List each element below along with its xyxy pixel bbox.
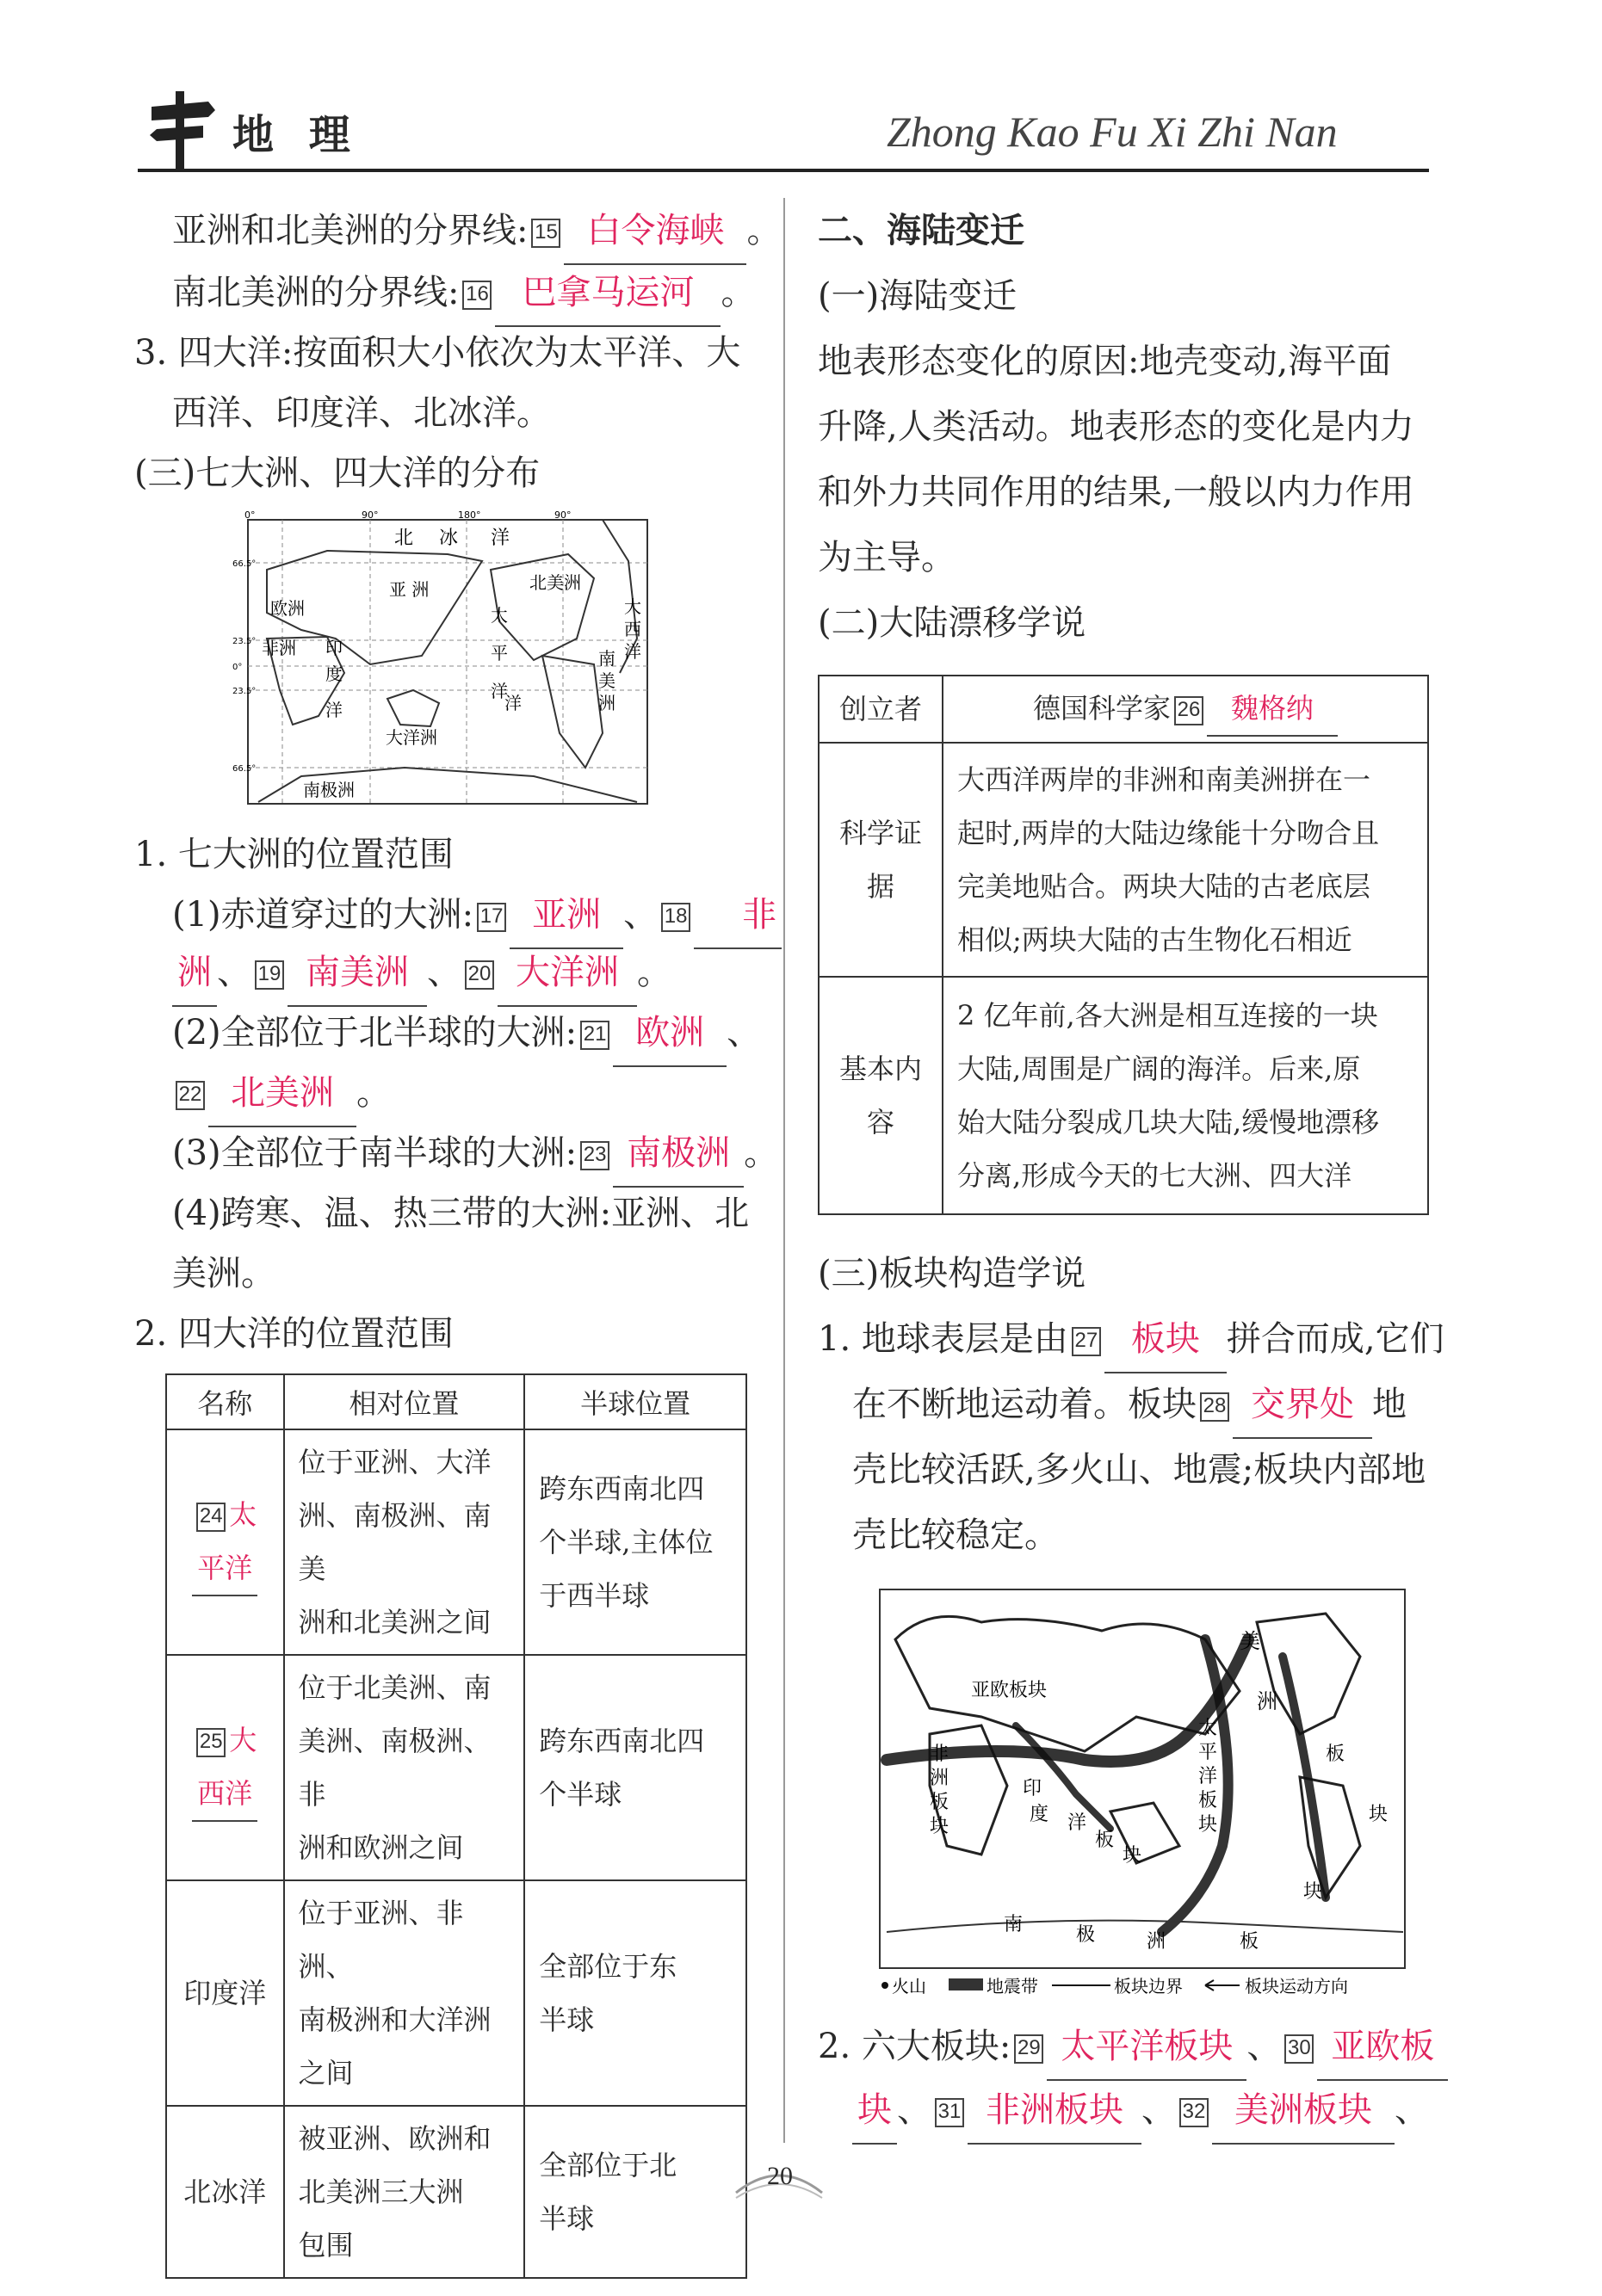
para1-line: 地表形态变化的原因:地壳变动,海平面 xyxy=(818,342,1392,381)
table-row xyxy=(819,743,1428,977)
plate-label: 洲 xyxy=(930,1768,949,1789)
table-row xyxy=(166,1655,746,1880)
plate-label: 度 xyxy=(1030,1804,1049,1825)
answer-32: 美洲板块 xyxy=(1212,2077,1395,2145)
plate-label: 太 xyxy=(1198,1718,1218,1739)
answer-15: 白令海峡 xyxy=(564,198,746,265)
cell-line: 个半球 xyxy=(539,1778,622,1811)
series-title: Zhong Kao Fu Xi Zhi Nan xyxy=(887,108,1338,156)
para1-line: 为主导。 xyxy=(818,538,956,577)
blank-number-22: 22 xyxy=(176,1081,205,1110)
plate-p1-line4: 壳比较稳定。 xyxy=(852,1515,1059,1555)
volcano-legend-icon xyxy=(881,1982,888,1989)
cell-line: 北美洲三大洲 xyxy=(298,2176,464,2208)
cell-line: 位于亚洲、大洋 xyxy=(298,1446,492,1478)
blank-number-17: 17 xyxy=(477,903,506,932)
plate-label: 平 xyxy=(1198,1742,1218,1763)
q1-1-cont: 洲 、 19 南美洲 、 20 大洋洲 。 xyxy=(172,940,671,1007)
plate-label: 洲 xyxy=(1147,1931,1166,1953)
boundary-asia-na: 亚洲和北美洲的分界线: 15 白令海峡 。 xyxy=(172,198,781,265)
map-label: 平 xyxy=(491,643,508,663)
blank-number-32: 32 xyxy=(1179,2098,1209,2127)
cell-line: 洲、南极洲、南美 xyxy=(298,1499,492,1585)
blank-number-25: 25 xyxy=(196,1728,226,1757)
answer-21: 欧洲 xyxy=(613,1000,727,1067)
plate-label: 亚欧板块 xyxy=(971,1680,1048,1701)
cell-line: 分离,形成今天的七大洲、四大洋 xyxy=(957,1159,1352,1192)
hemisphere-cell xyxy=(524,1880,746,2106)
cell-line: 起时,两岸的大陆边缘能十分吻合且 xyxy=(957,817,1380,849)
map-label: 洋 xyxy=(624,641,641,662)
answer-18b: 洲 xyxy=(172,940,217,1007)
cell-line: 始大陆分裂成几块大陆,缓慢地漂移 xyxy=(957,1106,1380,1139)
text: 德国科学家 xyxy=(1032,692,1171,725)
map-label: 西 xyxy=(624,619,641,639)
name-cell: 北冰洋 xyxy=(166,2106,284,2278)
col-header: 半球位置 xyxy=(524,1374,746,1429)
legend-label: 板块边界 xyxy=(1114,1976,1183,1997)
map-tick: 0° xyxy=(244,509,256,521)
cell-line: 跨东西南北四 xyxy=(539,1725,705,1757)
map-label: 美 xyxy=(598,670,615,691)
map-lat: 23.5° xyxy=(232,687,257,696)
plate-label: 非 xyxy=(930,1744,949,1765)
blank-number-19: 19 xyxy=(255,960,284,990)
blank-number-26: 26 xyxy=(1174,696,1203,725)
answer-29: 太平洋板块 xyxy=(1047,2014,1246,2081)
hemisphere-cell xyxy=(524,1655,746,1880)
answer-30a: 亚欧板 xyxy=(1317,2014,1448,2081)
map-label: 洋 xyxy=(325,700,343,720)
plate-label: 板 xyxy=(1198,1790,1218,1811)
col-header: 名称 xyxy=(166,1374,284,1429)
plate-label: 块 xyxy=(1123,1845,1142,1867)
plate-label: 洋 xyxy=(1198,1766,1218,1787)
ocean-table xyxy=(165,1373,747,2279)
q1-2-cont: 22 北美洲 。 xyxy=(172,1060,391,1127)
plate-label: 美 xyxy=(1240,1629,1260,1653)
sub3-title: (三)板块构造学说 xyxy=(818,1254,1086,1293)
name-cell: 印度洋 xyxy=(166,1880,284,2106)
cell-line: 完美地贴合。两块大陆的古老底层 xyxy=(957,870,1371,903)
plate-label: 板 xyxy=(930,1792,949,1813)
text: (3)全部位于南半球的大洲: xyxy=(172,1133,578,1173)
relative-cell xyxy=(284,2106,525,2278)
plate-label: 块 xyxy=(1303,1881,1323,1903)
blank-number-29: 29 xyxy=(1014,2034,1043,2064)
content-cell xyxy=(943,977,1428,1214)
header-rule xyxy=(138,169,1429,172)
map-tick: 180° xyxy=(458,509,481,521)
answer-23: 南极洲 xyxy=(613,1120,744,1188)
blank-number-20: 20 xyxy=(465,960,494,990)
map-label: 洋 xyxy=(491,681,508,701)
answer-18a: 非 xyxy=(694,882,782,949)
signpost-logo-icon xyxy=(148,91,217,169)
table-row xyxy=(819,977,1428,1214)
q1-3: (3)全部位于南半球的大洲: 23 南极洲 。 xyxy=(172,1120,778,1188)
plate-label: 洋 xyxy=(1067,1812,1087,1834)
plate-label: 块 xyxy=(1198,1814,1218,1836)
map-lat: 0° xyxy=(232,663,243,672)
cell-line: 跨东西南北四 xyxy=(539,1472,705,1505)
map-label: 洋 xyxy=(504,693,522,713)
text: 拼合而成,它们 xyxy=(1226,1319,1444,1359)
map-label: 南极洲 xyxy=(303,780,355,800)
boundary-sa-na: 南北美洲的分界线: 16 巴拿马运河 。 xyxy=(172,260,755,327)
blank-number-27: 27 xyxy=(1072,1327,1101,1356)
map-label: 洋 xyxy=(491,528,510,549)
text: 地 xyxy=(1372,1385,1407,1424)
plate-p2: 2. 六大板块: 29 太平洋板块 、 30 亚欧板 xyxy=(818,2014,1448,2081)
blank-number-23: 23 xyxy=(580,1141,609,1170)
col-header: 相对位置 xyxy=(284,1374,525,1429)
name-cell xyxy=(166,1429,284,1655)
answer-19: 南美洲 xyxy=(288,940,427,1007)
cell-line: 于西半球 xyxy=(539,1579,650,1612)
answer-24b: 平洋 xyxy=(192,1541,257,1596)
label-cell: 基本内容 xyxy=(819,977,943,1214)
blank-number-18: 18 xyxy=(661,903,690,932)
answer-27: 板块 xyxy=(1104,1306,1227,1373)
para1-line: 和外力共同作用的结果,一般以内力作用 xyxy=(818,472,1414,512)
text: 1. 地球表层是由 xyxy=(818,1319,1068,1359)
table-row xyxy=(166,1429,746,1655)
cell-line: 相似;两块大陆的古生物化石相近 xyxy=(957,923,1352,956)
answer-24a: 太 xyxy=(229,1498,257,1531)
map-lat: 23.5° xyxy=(232,637,257,646)
label-cell: 科学证据 xyxy=(819,743,943,977)
map-label: 非洲 xyxy=(262,638,296,658)
blank-number-30: 30 xyxy=(1284,2034,1314,2064)
cell-line: 全部位于北 xyxy=(539,2149,677,2182)
answer-16: 巴拿马运河 xyxy=(495,260,721,327)
relative-cell xyxy=(284,1429,525,1655)
map-label: 冰 xyxy=(439,528,459,549)
relative-cell xyxy=(284,1655,525,1880)
plate-p1-line2 xyxy=(852,1372,1407,1439)
blank-number-31: 31 xyxy=(935,2098,964,2127)
plate-p1 xyxy=(818,1306,1444,1373)
q1-4-line2: 美洲。 xyxy=(172,1254,275,1293)
answer-25b: 西洋 xyxy=(192,1767,257,1822)
cell-line: 半球 xyxy=(539,2202,595,2235)
text: 亚洲和北美洲的分界线: xyxy=(172,211,529,250)
subject-title: 地 理 xyxy=(232,111,361,159)
cell-line: 半球 xyxy=(539,2003,595,2036)
cell-line: 位于亚洲、非洲、 xyxy=(298,1897,464,1983)
cell-line: 之间 xyxy=(298,2057,354,2089)
q1-2: (2)全部位于北半球的大洲: 21 欧洲 、 xyxy=(172,1000,761,1067)
legend-label: 地震带 xyxy=(987,1976,1038,1997)
cell-line: 大西洋两岸的非洲和南美洲拼在一 xyxy=(957,763,1371,796)
sec2-title: 二、海陆变迁 xyxy=(818,210,1024,250)
label-cell: 创立者 xyxy=(819,676,943,743)
map-label: 北 xyxy=(394,528,414,549)
answer-31: 非洲板块 xyxy=(968,2077,1141,2145)
cell-line: 2 亿年前,各大洲是相互连接的一块 xyxy=(957,999,1378,1032)
map-label: 大 xyxy=(624,596,641,617)
table-row xyxy=(819,676,1428,743)
cell-line: 洲和北美洲之间 xyxy=(298,1606,492,1639)
plate-label: 洲 xyxy=(1257,1689,1277,1713)
plate-p1-line3: 壳比较活跃,多火山、地震;板块内部地 xyxy=(852,1450,1426,1490)
arrow-left-icon xyxy=(1205,1980,1240,1990)
plate-label: 极 xyxy=(1076,1924,1096,1946)
plate-label: 板 xyxy=(1240,1931,1259,1953)
cell-line: 南极洲和大洋洲 xyxy=(298,2003,492,2036)
plate-label: 块 xyxy=(1369,1804,1389,1825)
blank-number-21: 21 xyxy=(580,1021,609,1050)
blank-number-15: 15 xyxy=(531,219,560,248)
relative-cell xyxy=(284,1880,525,2106)
evidence-cell xyxy=(943,743,1428,977)
para1-line: 升降,人类活动。地表形态的变化是内力 xyxy=(818,407,1414,447)
answer-28: 交界处 xyxy=(1233,1372,1372,1439)
plate-label: 南 xyxy=(1004,1914,1024,1935)
map-lat: 66.5° xyxy=(232,764,257,774)
table-row xyxy=(166,1880,746,2106)
quake-belt-legend-icon xyxy=(949,1978,983,1990)
sub1-title: (一)海陆变迁 xyxy=(818,276,1017,316)
plate-label: 板 xyxy=(1326,1744,1345,1765)
map-label: 太 xyxy=(491,605,508,626)
column-divider xyxy=(783,198,785,2143)
q1-4-line1: (4)跨寒、温、热三带的大洲:亚洲、北 xyxy=(172,1194,750,1233)
cell-line: 被亚洲、欧洲和 xyxy=(298,2122,492,2155)
cell-line: 全部位于东 xyxy=(539,1950,677,1983)
sub2-title: (二)大陆漂移学说 xyxy=(818,603,1086,643)
founder-cell xyxy=(943,676,1428,743)
plate-label: 块 xyxy=(930,1816,949,1837)
page-number: 20 xyxy=(767,2162,793,2190)
answer-30b: 块 xyxy=(852,2077,897,2145)
plate-tectonics-map xyxy=(878,1588,1412,2001)
cell-line: 位于北美洲、南 xyxy=(298,1671,492,1704)
blank-number-24: 24 xyxy=(196,1503,226,1532)
table-row xyxy=(166,2106,746,2278)
map-tick: 90° xyxy=(554,509,572,521)
answer-26: 魏格纳 xyxy=(1207,682,1338,737)
answer-17: 亚洲 xyxy=(510,882,623,949)
map-label: 印 xyxy=(325,638,343,658)
answer-22: 北美洲 xyxy=(208,1060,356,1127)
sec3-line2: 西洋、印度洋、北冰洋。 xyxy=(172,393,551,433)
legend-label: 板块运动方向 xyxy=(1245,1976,1348,1997)
map-label: 北美洲 xyxy=(529,572,581,593)
plate-p2-cont: 块 、 31 非洲板块 、 32 美洲板块 、 xyxy=(852,2077,1429,2145)
q1-1: (1)赤道穿过的大洲: 17 亚洲 、 18 非 xyxy=(172,882,782,949)
legend-label: 火山 xyxy=(892,1976,926,1997)
map-tick: 90° xyxy=(362,509,379,521)
q1-title: 1. 七大洲的位置范围 xyxy=(134,835,454,874)
map-label: 洲 xyxy=(598,693,615,713)
cell-line: 美洲、南极洲、非 xyxy=(298,1725,492,1811)
text: (1)赤道穿过的大洲: xyxy=(172,895,474,935)
map-label: 南 xyxy=(598,648,615,669)
hemisphere-cell xyxy=(524,2106,746,2278)
q2-title: 2. 四大洋的位置范围 xyxy=(134,1314,454,1354)
plate-label: 印 xyxy=(1023,1778,1042,1799)
blank-number-16: 16 xyxy=(462,281,492,310)
answer-20: 大洋洲 xyxy=(498,940,637,1007)
name-cell xyxy=(166,1655,284,1880)
sec3-line1: 3. 四大洋:按面积大小依次为太平洋、大 xyxy=(134,333,741,373)
answer-25a: 大 xyxy=(229,1724,257,1756)
map-label: 亚 洲 xyxy=(389,579,430,600)
cell-line: 包围 xyxy=(298,2229,354,2262)
text: 南北美洲的分界线: xyxy=(172,273,460,312)
cell-line: 大陆,周围是广阔的海洋。后来,原 xyxy=(957,1052,1361,1085)
map-label: 度 xyxy=(325,663,343,684)
text: 在不断地运动着。板块 xyxy=(852,1385,1197,1424)
text: (2)全部位于北半球的大洲: xyxy=(172,1013,578,1052)
hemisphere-cell xyxy=(524,1429,746,1655)
sub3-title: (三)七大洲、四大洋的分布 xyxy=(134,454,541,493)
cell-line: 个半球,主体位 xyxy=(539,1526,714,1558)
map-label: 欧洲 xyxy=(270,598,305,619)
plate-label: 板 xyxy=(1095,1830,1115,1851)
blank-number-28: 28 xyxy=(1200,1392,1229,1422)
map-lat: 66.5° xyxy=(232,559,257,569)
cell-line: 洲和欧洲之间 xyxy=(298,1831,464,1864)
drift-table xyxy=(818,675,1429,1215)
text: 2. 六大板块: xyxy=(818,2027,1011,2066)
map-label: 大洋洲 xyxy=(386,727,437,748)
world-map xyxy=(232,509,654,811)
